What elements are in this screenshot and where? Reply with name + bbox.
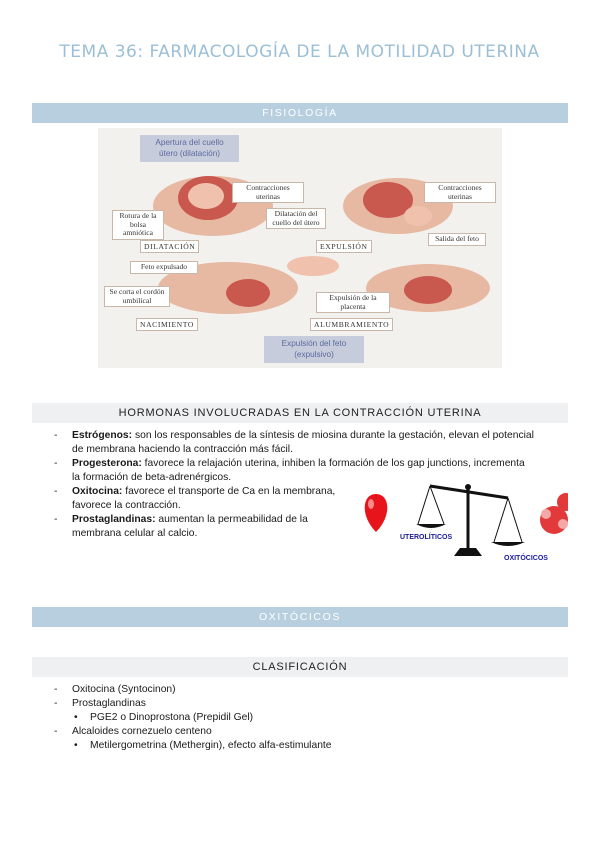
label-contracciones-1: Contracciones uterinas (232, 182, 304, 203)
list-item: - Estrógenos: son los responsables de la síntesis de miosina durante la gestación, elevan el potencial de membrana haciendo la contracción más fácil. (54, 430, 534, 455)
label-uteroliticos: UTEROLÍTICOS (400, 534, 453, 541)
label-contracciones-2: Contracciones uterinas (424, 182, 496, 203)
text-prostaglandinas-cont: membrana celular al calcio. (72, 528, 198, 539)
label-oxitocicos: OXITÓCICOS (504, 555, 548, 562)
term-prostaglandinas: Prostaglandinas: (72, 514, 156, 525)
text-estrogenos: son los responsables de la síntesis de miosina durante la gestación, elevan el potencial (132, 430, 534, 441)
text-alcaloides-item: Alcaloides cornezuelo centeno (72, 726, 212, 737)
label-feto-expulsado: Feto expulsado (130, 261, 198, 274)
list-item: - Progesterona: favorece la relajación uterina, inhiben la formación de los gap junctions, incrementa la formación de beta-adrenérgicos. (54, 458, 525, 483)
text-oxitocina-item: Oxitocina (Syntocinon) (72, 684, 176, 695)
list-item: - Oxitocina (Syntocinon) (54, 684, 176, 695)
stage-expulsion: EXPULSIÓN (316, 240, 372, 253)
text-oxitocina: favorece el transporte de Ca en la membrana, (122, 486, 336, 497)
list-item: • Metilergometrina (Methergin), efecto alfa-estimulante (74, 740, 332, 751)
stage-alumbramiento: ALUMBRAMIENTO (310, 318, 393, 331)
label-placenta: Expulsión de la placenta (316, 292, 390, 313)
list-item: - Prostaglandinas (54, 698, 146, 709)
list-item: - Oxitocina: favorece el transporte de Ca en la membrana, favorece la contracción. (54, 486, 336, 511)
stage-dilatacion: DILATACIÓN (140, 240, 199, 253)
birth-stages-figure (98, 128, 502, 368)
label-cordon: Se corta el cordón umbilical (104, 286, 170, 307)
text-metilergometrina-item: Metilergometrina (Methergin), efecto alfa-estimulante (90, 740, 332, 751)
text-prostaglandinas-item: Prostaglandinas (72, 698, 146, 709)
label-rotura: Rotura de la bolsa amniótica (112, 210, 164, 240)
text-oxitocina-cont: favorece la contracción. (72, 500, 181, 511)
stage-nacimiento: NACIMIENTO (136, 318, 198, 331)
term-oxitocina: Oxitocina: (72, 486, 123, 497)
section-header-hormonas: HORMONAS INVOLUCRADAS EN LA CONTRACCIÓN UTERINA (32, 403, 568, 423)
text-pge2-item: PGE2 o Dinoprostona (Prepidil Gel) (90, 712, 254, 723)
section-header-clasificacion: CLASIFICACIÓN (32, 657, 568, 677)
page-title: TEMA 36: FARMACOLOGÍA DE LA MOTILIDAD UTERINA (59, 42, 540, 62)
label-apertura: Apertura del cuello útero (dilatación) (140, 135, 239, 162)
label-dilatacion-cuello: Dilatación del cuello del útero (266, 208, 326, 229)
label-expulsion-feto: Expulsión del feto (expulsivo) (264, 336, 364, 363)
text-estrogenos-cont: de membrana haciendo la contracción más fácil. (72, 444, 293, 455)
term-progesterona: Progesterona: (72, 458, 142, 469)
term-estrogenos: Estrógenos: (72, 430, 133, 441)
balance-scale-figure (358, 476, 568, 566)
label-salida: Salida del feto (428, 233, 486, 246)
section-header-fisiologia: FISIOLOGÍA (32, 103, 568, 123)
text-progesterona-cont: la formación de beta-adrenérgicos. (72, 472, 232, 483)
list-item: • PGE2 o Dinoprostona (Prepidil Gel) (74, 712, 254, 723)
list-item: - Prostaglandinas: aumentan la permeabilidad de la membrana celular al calcio. (54, 514, 308, 539)
list-item: - Alcaloides cornezuelo centeno (54, 726, 212, 737)
text-prostaglandinas: aumentan la permeabilidad de la (155, 514, 308, 525)
text-progesterona: favorece la relajación uterina, inhiben la formación de los gap junctions, incrementa (141, 458, 525, 469)
balance-scale-icon (358, 476, 568, 566)
section-header-oxitocicos: OXITÓCICOS (32, 607, 568, 627)
clasificacion-list (32, 683, 572, 753)
